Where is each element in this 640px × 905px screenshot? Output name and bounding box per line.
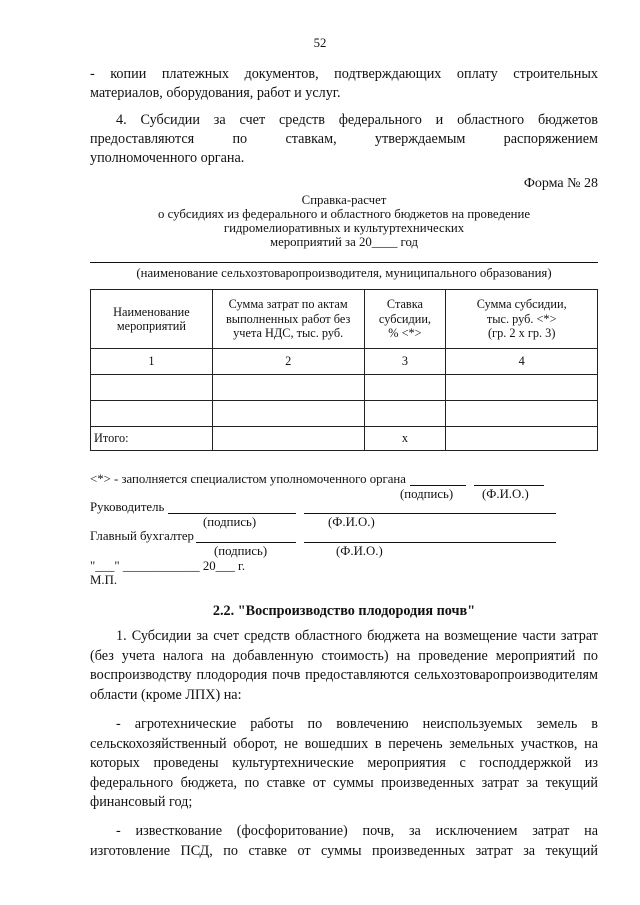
table-header-row xyxy=(91,290,598,349)
header-line: (гр. 2 х гр. 3) xyxy=(487,326,556,341)
doc-line: материалов, оборудования, работ и услуг. xyxy=(90,85,341,101)
table-cell xyxy=(446,401,598,427)
fio-line xyxy=(304,542,556,543)
paragraph-4-line: предоставляются по ставкам, утверждаемым распоряжением xyxy=(90,131,598,147)
accountant-label: Главный бухгалтер xyxy=(90,529,194,543)
table-cell xyxy=(212,427,364,451)
signature-line xyxy=(410,485,466,486)
header-line: Сумма затрат по актам xyxy=(228,297,348,312)
head-signature-caption: (подпись) xyxy=(203,515,257,529)
header-cell xyxy=(91,290,213,349)
table-cell xyxy=(212,375,364,401)
column-number: 4 xyxy=(446,349,598,375)
table-cell xyxy=(91,375,213,401)
footnote-signature-caption: (подпись) xyxy=(400,487,454,501)
table-cell xyxy=(446,427,598,451)
footnote-fio-caption: (Ф.И.О.) xyxy=(482,487,529,501)
header-line: мероприятий xyxy=(116,319,186,333)
head-label: Руководитель xyxy=(90,500,165,514)
form-number: Форма № 28 xyxy=(523,176,598,191)
total-label: Итого: xyxy=(91,427,213,451)
header-line: Ставка xyxy=(386,297,423,312)
form-title: гидромелиоративных и культуртехнических xyxy=(223,221,465,235)
fio-line xyxy=(304,513,556,514)
table-row xyxy=(91,401,598,427)
doc-line: - копии платежных документов, подтверждающих оплату строительных xyxy=(90,66,598,82)
header-line: тыс. руб. <*> xyxy=(486,311,557,326)
form-title: Справка-расчет xyxy=(301,193,387,207)
header-line: % <*> xyxy=(388,326,422,341)
section-heading: 2.2. "Воспроизводство плодородия почв" xyxy=(212,603,476,619)
accountant-fio-caption: (Ф.И.О.) xyxy=(336,544,383,558)
signature-line xyxy=(168,513,296,514)
signature-line xyxy=(196,542,296,543)
list-item: - известкование (фосфоритование) почв, за исключением затрат на изготовление ПСД, по ставке от суммы произведенных затрат за текущий xyxy=(90,823,598,859)
header-line: выполненных работ без xyxy=(226,311,351,326)
header-line: субсидии, xyxy=(378,311,431,326)
org-name-line xyxy=(90,262,598,263)
section-paragraph: 1. Субсидии за счет средств областного бюджета на возмещение части затрат (без учета налога на добавленную стоимость) на проведение мероприятий по воспроизводству плодородия почв предоставляются сельхозтоваропроизводителям области (кроме ЛПХ) на: xyxy=(90,628,598,703)
list-item: - агротехнические работы по вовлечению неиспользуемых земель в сельскохозяйственный оборот, не вошедших в перечень земельных участков, на которых проведены культуртехнические мероприятия с господдержкой из федерального бюджета, по ставке от суммы произведенных затрат за текущий финансовый год; xyxy=(90,716,598,810)
column-number-row xyxy=(91,349,598,375)
column-number: 1 xyxy=(91,349,213,375)
org-caption: (наименование сельхозтоваропроизводителя, муниципального образования) xyxy=(136,266,552,280)
form-title: мероприятий за 20____ год xyxy=(269,235,419,249)
header-line: Наименование xyxy=(113,304,190,319)
head-fio-caption: (Ф.И.О.) xyxy=(328,515,375,529)
paragraph-4-line: уполномоченного органа. xyxy=(90,150,245,166)
header-cell xyxy=(212,290,364,349)
date-line: "___" ____________ 20___ г. xyxy=(90,559,246,573)
header-cell xyxy=(364,290,446,349)
accountant-signature-caption: (подпись) xyxy=(214,544,268,558)
footnote: <*> - заполняется специалистом уполномоченного органа xyxy=(90,472,406,486)
table-cell xyxy=(212,401,364,427)
paragraph-4-line: 4. Субсидии за счет средств федерального и областного бюджетов xyxy=(116,112,598,128)
column-number: 3 xyxy=(364,349,446,375)
form-title: о субсидиях из федерального и областного бюджетов на проведение xyxy=(157,207,531,221)
table-cell xyxy=(364,401,446,427)
header-line: Сумма субсидии, xyxy=(476,297,567,312)
table-cell xyxy=(364,375,446,401)
subsidy-table xyxy=(90,289,598,451)
table-row xyxy=(91,375,598,401)
column-number: 2 xyxy=(212,349,364,375)
page-number: 52 xyxy=(313,36,327,50)
total-mark: х xyxy=(364,427,446,451)
fio-line xyxy=(474,485,544,486)
stamp-mark: М.П. xyxy=(90,573,118,587)
header-line: учета НДС, тыс. руб. xyxy=(233,326,344,341)
header-cell xyxy=(446,290,598,349)
table-cell xyxy=(91,401,213,427)
total-row xyxy=(91,427,598,451)
table-cell xyxy=(446,375,598,401)
